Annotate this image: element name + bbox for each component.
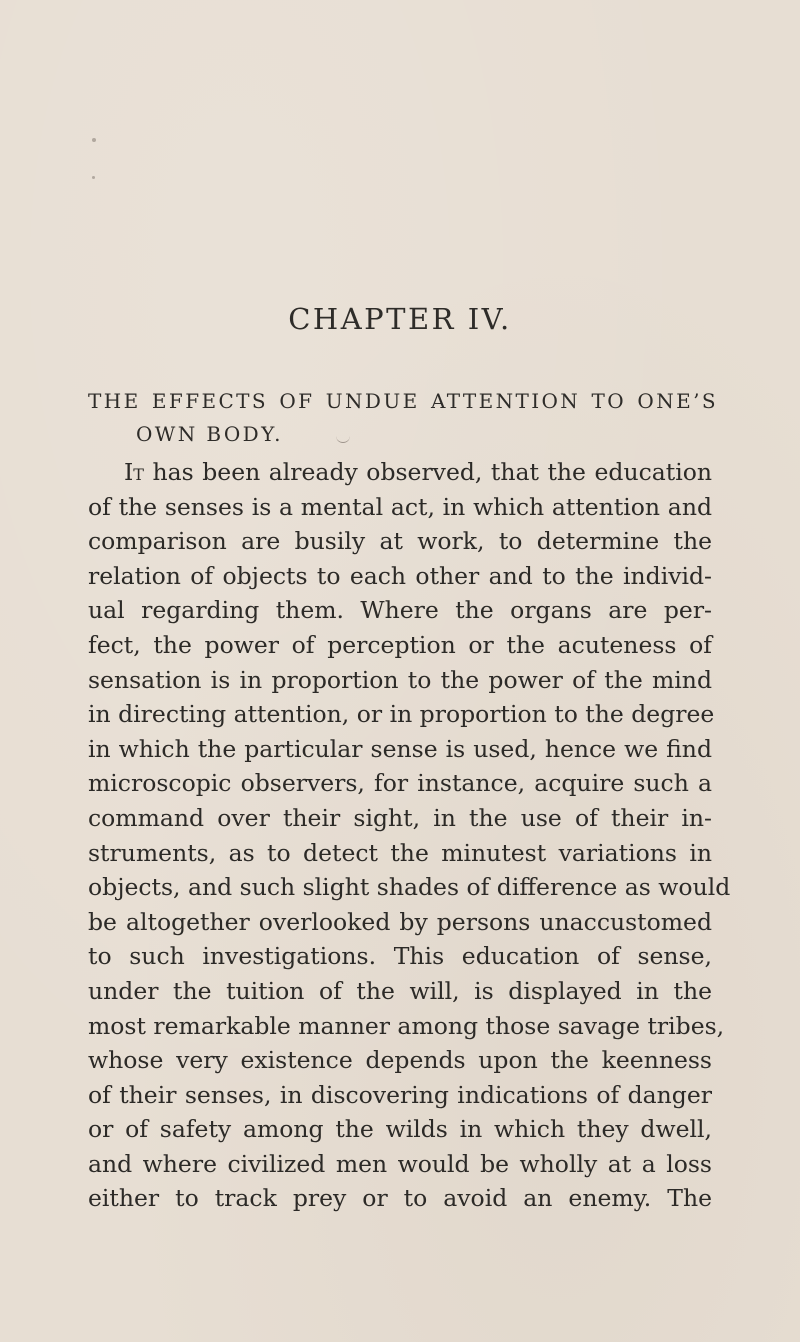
body-line: comparison are busily at work, to determine the: [88, 527, 712, 556]
body-line: objects, and such slight shades of difference as would: [88, 873, 731, 902]
chapter-title: [88, 385, 718, 451]
body-line: whose very existence depends upon the keenness: [88, 1046, 712, 1075]
body-line: be altogether overlooked by persons unaccustomed: [88, 907, 712, 936]
body-line: in directing attention, or in proportion to the degree: [88, 700, 715, 729]
drop-word: It: [124, 458, 144, 486]
body-line: in which the particular sense is used, hence we find: [88, 734, 712, 763]
body-line: microscopic observers, for instance, acquire such a: [88, 769, 712, 798]
body-line: of their senses, in discovering indications of danger: [88, 1080, 712, 1109]
body-line: relation of objects to each other and to the individ-: [88, 561, 712, 590]
paper-speck: [92, 138, 96, 142]
body-line: or of safety among the wilds in which they dwell,: [88, 1115, 712, 1144]
body-line: fect, the power of perception or the acuteness of: [88, 630, 712, 659]
body-line: struments, as to detect the minutest variations in: [88, 838, 712, 867]
body-line: ual regarding them. Where the organs are per-: [88, 596, 712, 625]
chapter-title-line-1: THE EFFECTS OF UNDUE ATTENTION TO ONE’S: [88, 389, 718, 413]
chapter-heading: CHAPTER IV.: [288, 302, 512, 336]
body-line: of the senses is a mental act, in which attention and: [88, 492, 712, 521]
paper-speck: [92, 176, 95, 179]
body-line: under the tuition of the will, is displayed in the: [88, 976, 712, 1005]
body-line: most remarkable manner among those savage tribes,: [88, 1011, 725, 1040]
body-line: It has been already observed, that the education: [124, 458, 712, 486]
chapter-title-line-2: OWN BODY.: [136, 422, 283, 446]
body-line: sensation is in proportion to the power of the mind: [88, 665, 712, 694]
body-line: either to track prey or to avoid an enemy. The: [88, 1184, 712, 1213]
body-line: command over their sight, in the use of their in-: [88, 803, 712, 832]
body-line: and where civilized men would be wholly at a loss: [88, 1149, 712, 1178]
body-line: to such investigations. This education of sense,: [88, 942, 712, 971]
body-paragraph: [88, 455, 731, 1216]
